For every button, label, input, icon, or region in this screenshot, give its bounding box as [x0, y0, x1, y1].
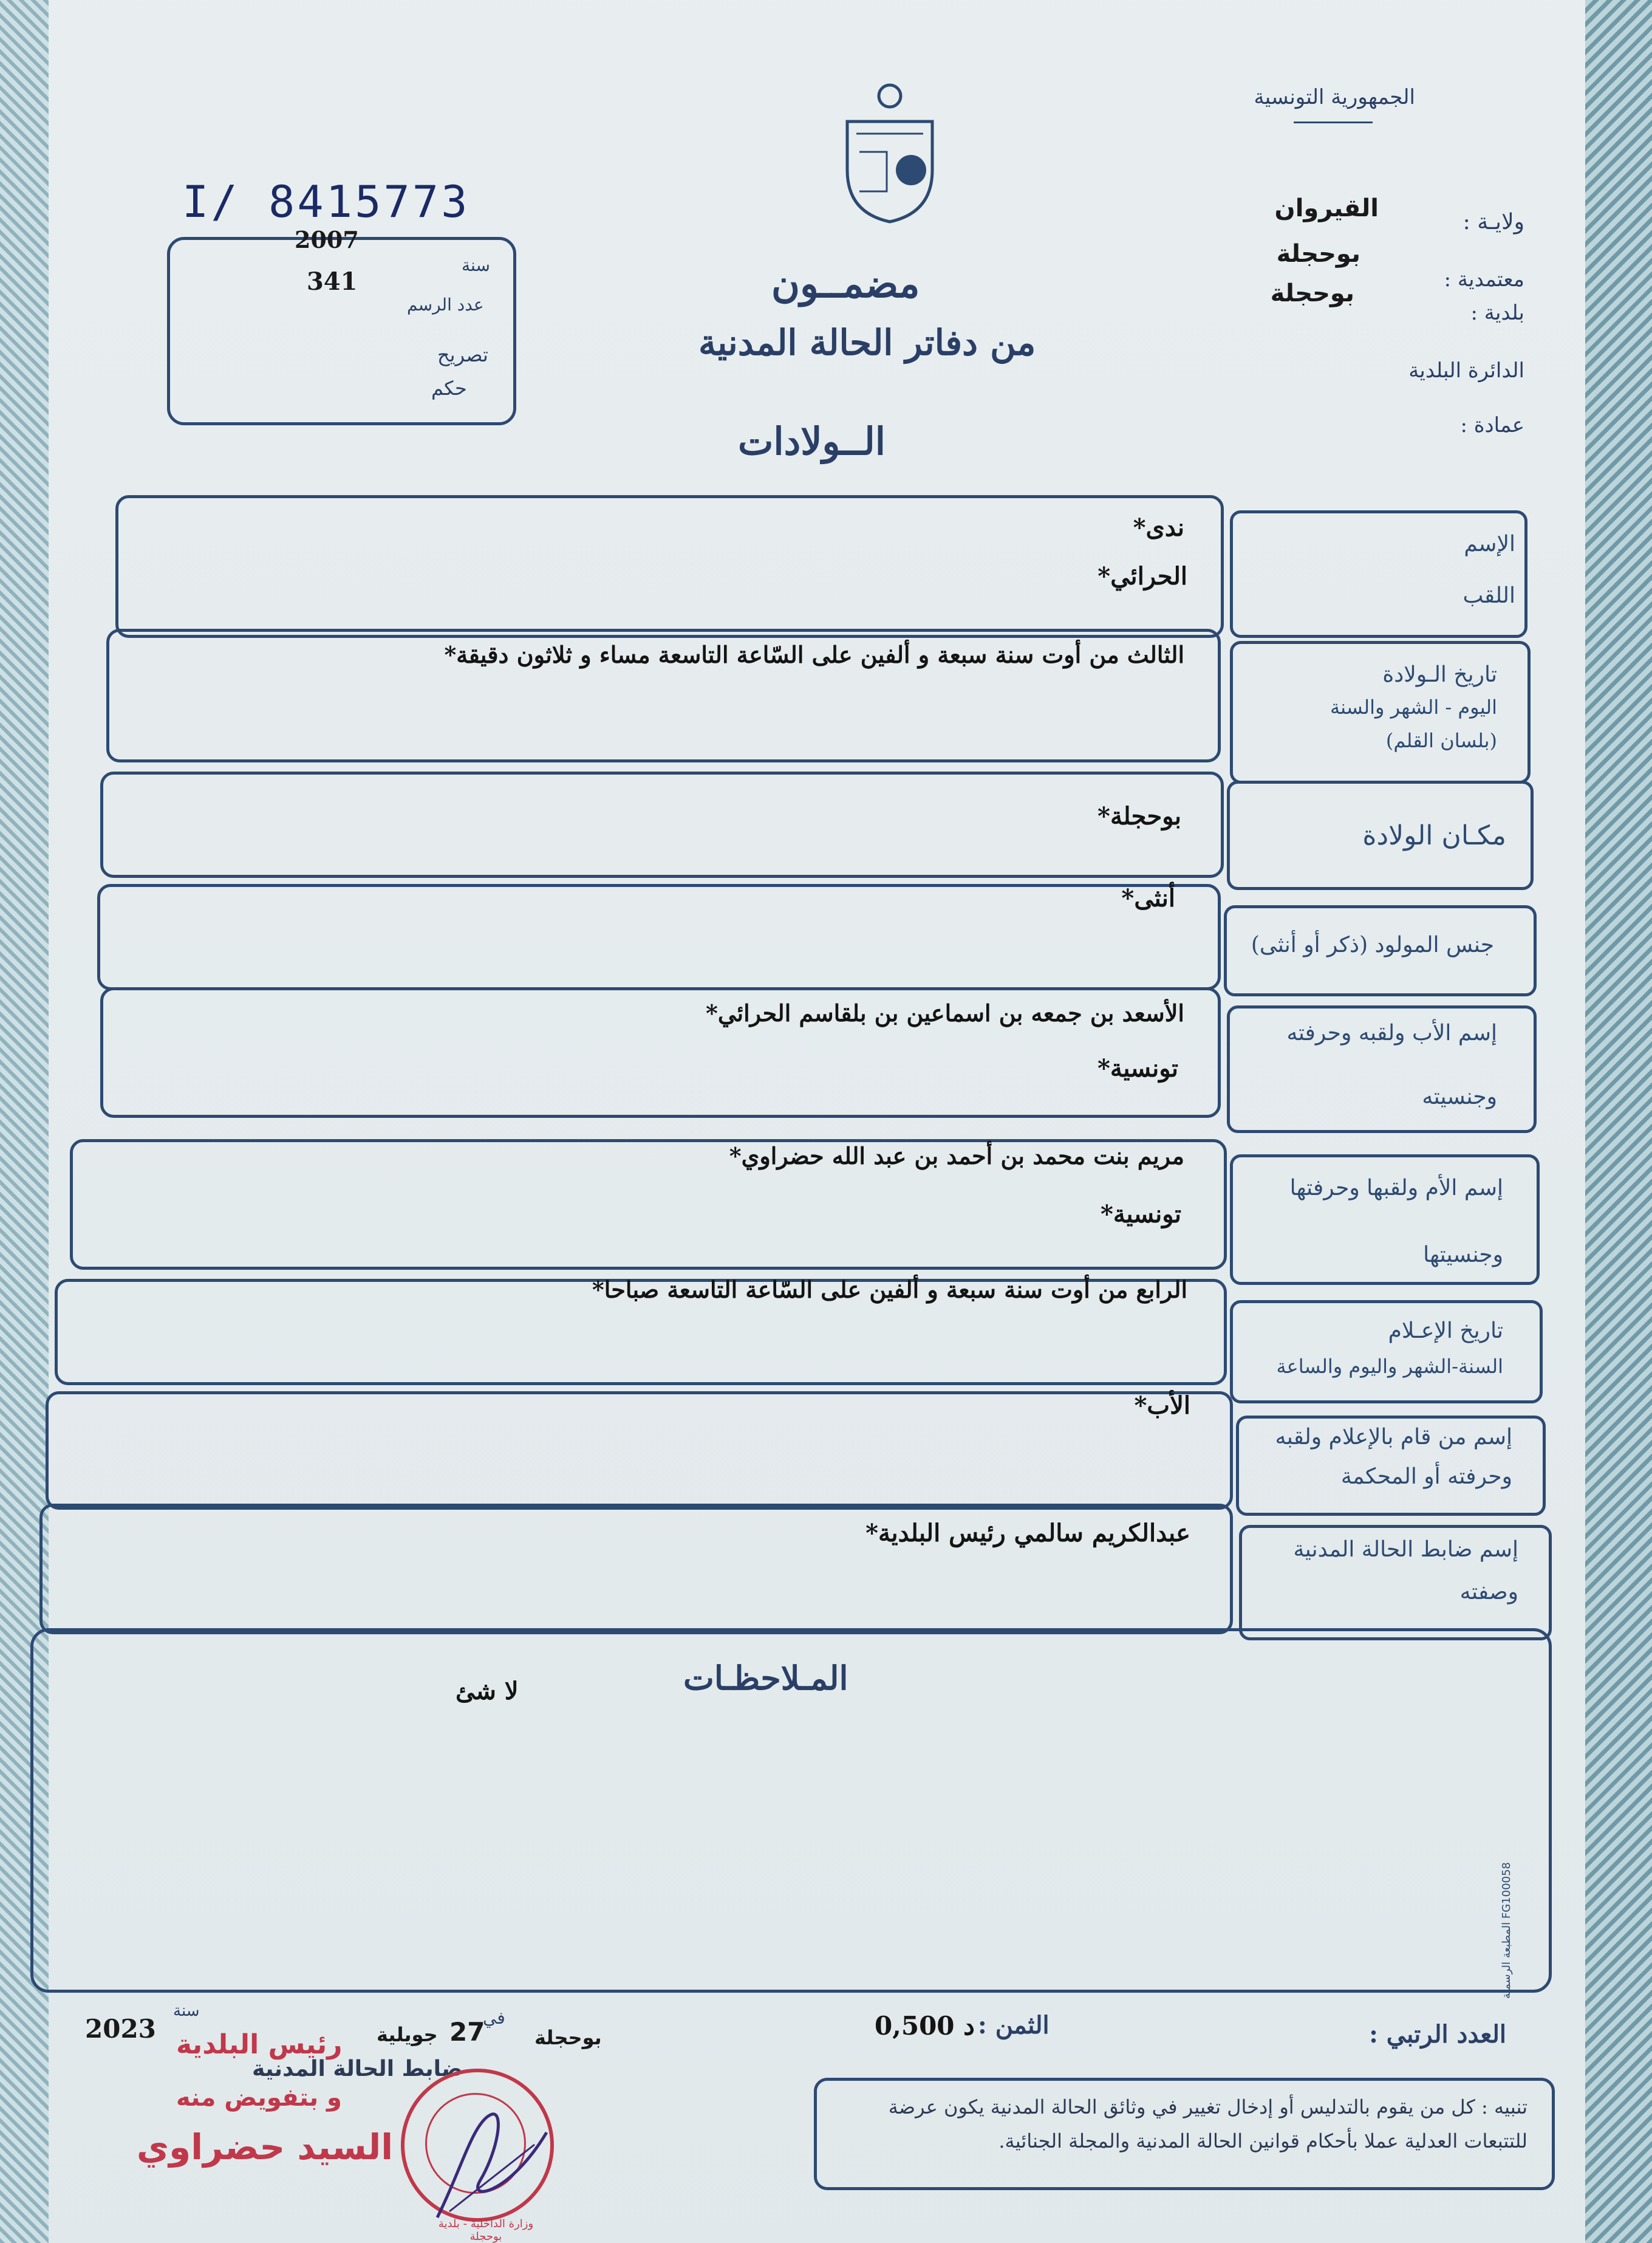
registration-number-value: 341 [307, 267, 358, 296]
field-officer-value: عبدالكريم سالمي رئيس البلدية* [865, 1519, 1190, 1547]
warning-notice-text: تنبيه : كل من يقوم بالتدليس أو إدخال تغيير في وثائق الحالة المدنية يكون عرضة للتتبعات العدلية عملا بأحكام قوانين الحالة المدنية والمجلة الجنائية. [888, 2095, 1527, 2152]
field-declarant-label-2: وحرفته أو المحكمة [1340, 1464, 1512, 1489]
field-name-value-2: الحرائي* [1097, 562, 1187, 591]
guilloche-border-right [1585, 0, 1652, 2243]
field-name-value-box [115, 495, 1224, 638]
signature-icon [425, 2096, 559, 2232]
field-declaration-date-label-1: تاريخ الإعـلام [1388, 1318, 1503, 1343]
footer-year: 2023 [85, 2014, 156, 2044]
field-officer-label-2: وصفته [1459, 1580, 1518, 1604]
serial-number: I/ 8415773 [182, 176, 470, 227]
field-mother-label-2: وجنسيتها [1423, 1242, 1503, 1267]
field-birthdate-label-3: (بلسان القلم) [1385, 729, 1497, 752]
seal-text: وزارة الداخلية - بلدية بوحجلة [438, 2217, 534, 2243]
field-birthplace-value: بوحجلة* [1097, 802, 1181, 830]
field-father-label-2: وجنسيته [1422, 1084, 1497, 1109]
registration-year-value: 2007 [295, 226, 359, 253]
print-code [1500, 1974, 1524, 1999]
field-birthplace-value-box [100, 772, 1224, 878]
field-birthdate-label-2: اليوم - الشهر والسنة [1329, 696, 1497, 719]
field-name-label-2: اللقب [1463, 583, 1515, 608]
field-declarant-label-1: إسم من قام بالإعلام ولقبه [1275, 1425, 1512, 1450]
imada-label: عمادة : [1460, 413, 1524, 437]
field-officer-label-1: إسم ضابط الحالة المدنية [1293, 1537, 1518, 1562]
field-name-label-box [1230, 510, 1527, 638]
field-father-value-2: تونسية* [1097, 1054, 1178, 1083]
field-sex-value: أنثى* [1121, 884, 1175, 913]
registration-year-label: سنة [462, 255, 490, 275]
footer-year-label: سنة [173, 2002, 200, 2020]
section-title: الــولادات [738, 419, 886, 464]
mootamadiya-value: بوحجلة [1276, 240, 1360, 268]
republic-header: الجمهورية التونسية [1254, 85, 1415, 109]
field-name-value-1: ندى* [1133, 513, 1184, 542]
document-title-line1: مضمــون [771, 261, 920, 307]
officer-line: ضابط الحالة المدنية [252, 2056, 463, 2081]
municipal-district-label: الدائرة البلدية [1408, 358, 1524, 383]
remarks-value: لا شئ [456, 1677, 519, 1705]
footer-month: جويلية [377, 2023, 438, 2046]
field-sex-label: جنس المولود (ذكر أو أنثى) [1251, 933, 1494, 957]
field-name-label-1: الإسم [1464, 532, 1515, 556]
baladiya-label: بلدية : [1470, 301, 1524, 325]
footer-day: 27 [449, 2017, 485, 2047]
wilaya-value: القيروان [1274, 194, 1379, 222]
header-rule [1294, 122, 1373, 123]
field-mother-value-2: تونسية* [1100, 1200, 1181, 1228]
stamp-line-mayor: رئيس البلدية [176, 2029, 343, 2060]
declaration-label: تصريح [437, 343, 488, 366]
footer-day-prefix: في [483, 2008, 505, 2028]
field-birthplace-label: مكـان الولادة [1362, 820, 1506, 851]
field-father-value-1: الأسعد بن جمعه بن اسماعين بن بلقاسم الحرائي* [705, 999, 1184, 1027]
stamp-line-name: السيد حضراوي [137, 2126, 394, 2168]
document-title-line2: من دفاتر الحالة المدنية [698, 322, 1036, 363]
mootamadiya-label: معتمدية : [1444, 267, 1524, 292]
registration-number-label: عدد الرسم [407, 295, 484, 315]
field-sex-value-box [97, 884, 1221, 990]
field-declarant-value: الأب* [1134, 1391, 1190, 1420]
field-mother-label-1: إسم الأم ولقبها وحرفتها [1289, 1176, 1503, 1200]
wilaya-label: ولايـة : [1463, 210, 1524, 235]
field-declaration-date-value: الرابع من أوت سنة سبعة و ألفين على السّاعة التاسعة صباحا* [592, 1276, 1187, 1303]
field-birthdate-value: الثالث من أوت سنة سبعة و ألفين على السّاعة التاسعة مساء و ثلاثون دقيقة* [444, 641, 1184, 668]
tunisia-coat-of-arms-icon [835, 79, 944, 225]
field-declarant-value-box [46, 1391, 1233, 1510]
baladiya-value: بوحجلة [1270, 279, 1354, 307]
footer-place: بوحجلة [534, 2026, 602, 2049]
judgment-label: حكم [431, 377, 467, 400]
field-father-label-1: إسم الأب ولقبه وحرفته [1286, 1021, 1497, 1046]
stamp-line-delegation: و بتفويض منه [176, 2084, 342, 2112]
price-label: الثمن : [978, 2011, 1050, 2039]
field-declaration-date-label-2: السنة-الشهر واليوم والساعة [1276, 1355, 1503, 1378]
field-declaration-date-label-box [1230, 1300, 1543, 1403]
serial-rank-label: العدد الرتبي : [1369, 2020, 1506, 2049]
field-mother-value-1: مريم بنت محمد بن أحمد بن عبد الله حضراوي* [729, 1142, 1184, 1169]
field-birthdate-label-1: تاريخ الـولادة [1382, 662, 1497, 687]
price-value: 0,500 د [875, 2011, 975, 2041]
remarks-title: المـلاحظـات [683, 1659, 848, 1697]
